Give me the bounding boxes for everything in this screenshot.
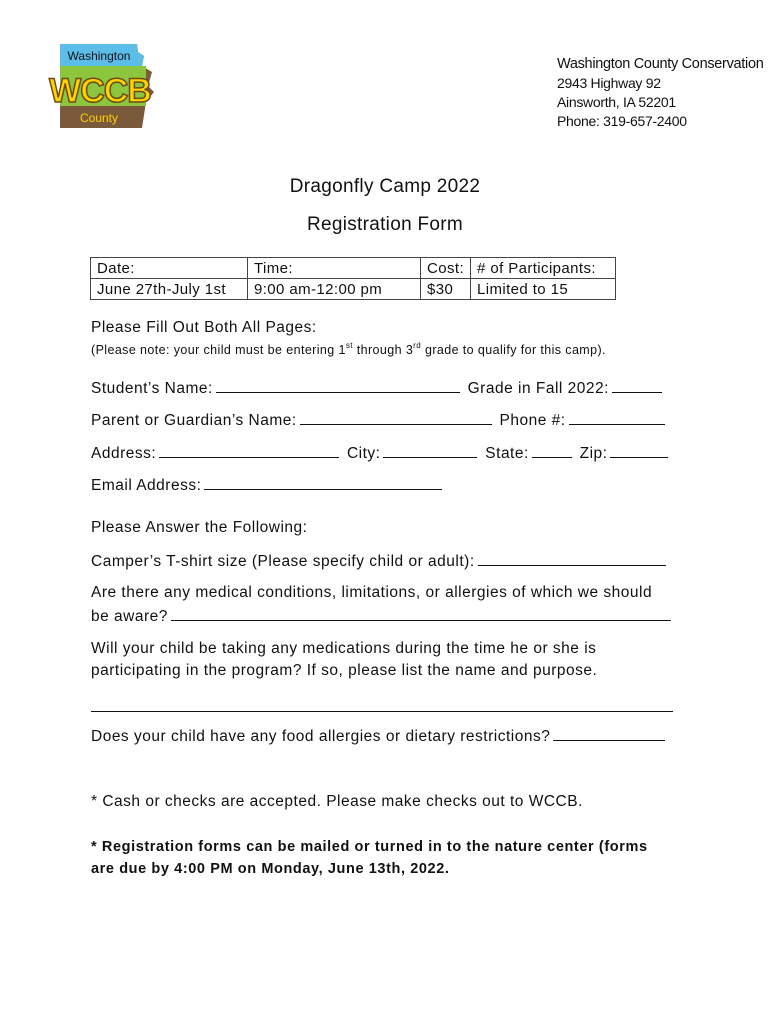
logo-main-text: WCCB — [49, 72, 151, 110]
grade-note — [91, 341, 606, 357]
zip-label: Zip: — [579, 445, 608, 462]
food-field[interactable] — [553, 726, 665, 741]
tshirt-field[interactable] — [478, 551, 666, 566]
email-label: Email Address: — [91, 477, 202, 494]
phone-field[interactable] — [569, 410, 665, 425]
note-sup: rd — [413, 341, 422, 350]
deadline-note: * Registration forms can be mailed or turned in to the nature center (forms are due by 4:00 PM on Monday, June 13th, 2022. — [91, 839, 648, 877]
address-field[interactable] — [159, 443, 339, 458]
medications-field[interactable] — [91, 711, 673, 712]
header-cost: Cost: — [421, 258, 471, 279]
phone-label: Phone #: — [499, 412, 566, 429]
header-participants: # of Participants: — [471, 258, 616, 279]
organization-address — [557, 55, 763, 131]
org-address-line1: 2943 Highway 92 — [557, 75, 661, 91]
org-name: Washington County Conservation — [557, 56, 764, 72]
camp-info-table — [90, 257, 616, 300]
note-sup: st — [345, 341, 353, 350]
logo-top-text: Washington — [67, 49, 131, 63]
state-label: State: — [485, 445, 529, 462]
student-name-label: Student’s Name: — [91, 380, 213, 397]
questions-heading: Please Answer the Following: — [91, 519, 308, 536]
value-time: 9:00 am-12:00 pm — [248, 279, 421, 300]
food-row — [91, 726, 668, 746]
page-subtitle: Registration Form — [306, 214, 464, 235]
grade-label: Grade in Fall 2022: — [467, 380, 609, 397]
value-cost: $30 — [421, 279, 471, 300]
value-participants: Limited to 15 — [471, 279, 616, 300]
city-field[interactable] — [383, 443, 477, 458]
grade-field[interactable] — [612, 378, 662, 393]
parent-row — [91, 410, 668, 430]
address-row — [91, 443, 671, 463]
tshirt-row — [91, 551, 669, 571]
header-date: Date: — [91, 258, 248, 279]
city-label: City: — [346, 445, 381, 462]
table-row — [91, 279, 616, 300]
medications-label: Will your child be taking any medications during the time he or she is participating in the program? If so, please list the name and purpose. — [91, 640, 598, 679]
student-name-field[interactable] — [216, 378, 460, 393]
email-field[interactable] — [204, 475, 442, 490]
zip-field[interactable] — [610, 443, 668, 458]
student-row — [91, 378, 665, 398]
medical-label-line1: Are there any medical conditions, limitations, or allergies of which we should — [91, 584, 653, 601]
wccb-logo — [42, 42, 157, 130]
address-label: Address: — [91, 445, 157, 462]
header-time: Time: — [248, 258, 421, 279]
org-address-line2: Ainsworth, IA 52201 — [557, 94, 676, 110]
food-label: Does your child have any food allergies or dietary restrictions? — [91, 728, 551, 745]
logo-bottom-text: County — [79, 111, 119, 125]
parent-name-field[interactable] — [300, 410, 492, 425]
value-date: June 27th-July 1st — [91, 279, 248, 300]
tshirt-label: Camper’s T-shirt size (Please specify child or adult): — [91, 553, 475, 570]
email-row — [91, 475, 445, 495]
note-text: grade to qualify for this camp). — [421, 343, 606, 357]
instructions-heading: Please Fill Out Both All Pages: — [91, 319, 317, 336]
medical-label-line2: be aware? — [91, 608, 168, 625]
page-title: Dragonfly Camp 2022 — [289, 176, 481, 197]
org-phone: Phone: 319-657-2400 — [557, 113, 687, 129]
state-field[interactable] — [532, 443, 572, 458]
medical-field[interactable] — [171, 606, 671, 621]
medical-row — [91, 606, 674, 626]
table-row — [91, 258, 616, 279]
note-text: (Please note: your child must be entering 1 — [91, 343, 346, 357]
parent-name-label: Parent or Guardian’s Name: — [91, 412, 297, 429]
payment-note: * Cash or checks are accepted. Please make checks out to WCCB. — [91, 793, 583, 810]
note-text: through 3 — [352, 343, 414, 357]
